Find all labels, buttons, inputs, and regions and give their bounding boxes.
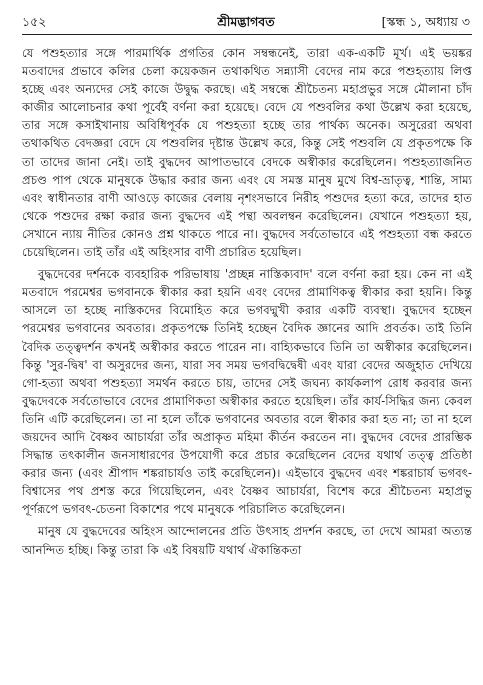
page-body [22, 44, 472, 559]
page-header [22, 12, 470, 34]
paragraph: যে পশুহত্যার সঙ্গে পারমার্থিক প্রগতির কোন সম্বন্ধনেই, তারা এক-একটি মূর্খ। এই ভয়ঙ্কর মতবাদের প্রভাবে কলির চেলা কয়েকজন তথাকথিত সন্ন্যাসী বেদের নাম করে পশুহত্যায় লিপ্ত হচ্ছে এবং অন্যদের সেই কাজে উদ্বুদ্ধ করছে। এই সম্বন্ধে শ্রীচৈতন্য মহাপ্রভুর সঙ্গে মৌলানা চাঁদ কাজীর আলোচনার কথা পূর্বেই বর্ণনা করা হয়েছে। বেদে যে পশুবলির কথা উল্লেখ করা হয়েছে, তার সঙ্গে কসাইখানায় অবিধিপূর্বক যে পশুহত্যা হচ্ছে তার পার্থক্য অনেক। অসুরেরা অথবা তথাকথিত বেদজ্ঞরা বেদে যে পশুবলির দৃষ্টান্ত উল্লেখ করে, কিন্তু সেই পশুবলি যে প্রকৃতপক্ষে কি তা তাদের জানা নেই। তাই বুদ্ধদেব আপাতভাবে বেদকে অস্বীকার করেছিলেন। পশুহত্যাজনিত প্রচণ্ড পাপ থেকে মানুষকে উদ্ধার করার জন্য এবং যে সমস্ত মানুষ মুখে বিশ্ব-ভ্রাতৃত্ব, শান্তি, সাম্য এবং স্বাধীনতার বাণী আওড়ে কাজের বেলায় নৃশংসভাবে নিরীহ পশুদের হত্যা করে, তাদের হাত থেকে পশুদের রক্ষা করার জন্য বুদ্ধদেব এই পন্থা অবলম্বন করেছিলেন। যেখানে পশুহত্যা হয়, সেখানে ন্যায় নীতির কোনও প্রশ্ন থাকতে পারে না। বুদ্ধদেব সর্বতোভাবে এই পশুহত্যা বন্ধ করতে চেয়েছিলেন। তাই তাঁর এই অহিংসার বাণী প্রচারিত হয়েছিল। [22, 46, 472, 260]
page-number: ১৫২ [22, 14, 47, 29]
paragraph: বুদ্ধদেবের দর্শনকে ব্যবহারিক পরিভাষায় 'প্রচ্ছন্ন নাস্তিক্যবাদ' বলে বর্ণনা করা হয়। কেন না এই মতবাদে পরমেশ্বর ভগবানকে স্বীকার করা হয়নি এবং বেদের প্রামাণিকত্ব স্বীকার করা হয়নি। কিন্তু আসলে তা হচ্ছে নাস্তিকদের বিমোহিত করে ভগবদ্মুখী করার একটি ব্যবস্থা। বুদ্ধদেব হচ্ছেন পরমেশ্বর ভগবানের অবতার। প্রকৃতপক্ষে তিনিই হচ্ছেন বৈদিক জ্ঞানের আদি প্রবর্তক। তাই তিনি বৈদিক তত্ত্বদর্শন কখনই অস্বীকার করতে পারেন না। বাহ্যিকভাবে তিনি তা অস্বীকার করেছিলেন। কিন্তু 'সুর-দ্বিষ' বা অসুরদের জন্য, যারা সব সময় ভগবদ্বিদ্বেষী এবং যারা বেদের অজুহাত দেখিয়ে গো-হত্যা অথবা পশুহত্যা সমর্থন করতে চায়, তাদের সেই জঘন্য কার্যকলাপ রোধ করবার জন্য বুদ্ধদেবকে সর্বতোভাবে বেদের প্রামাণিকতা অস্বীকার করতে হয়েছিল। তাঁর কার্য-সিদ্ধির জন্য কেবল তিনি এটি করেছিলেন। তা না হলে তাঁকে ভগবানের অবতার বলে স্বীকার করা হত না; তা না হলে জয়দেব আদি বৈষ্ণব আচার্যরা তাঁর অপ্রাকৃত মহিমা কীর্তন করতেন না। বুদ্ধদেব বেদের প্রারম্ভিক সিদ্ধান্ত তৎকালীন জনসাধারণের উপযোগী করে প্রচার করেছিলেন বেদের যথার্থ তত্ত্ব প্রতিষ্ঠা করার জন্য (এবং শ্রীপাদ শঙ্করাচার্যও তাই করেছিলেন)। এইভাবে বুদ্ধদেব এবং শঙ্করাচার্য ভগবৎ-বিশ্বাসের পথ প্রশস্ত করে গিয়েছিলেন, এবং বৈষ্ণব আচার্যরা, বিশেষ করে শ্রীচৈতন্য মহাপ্রভু পূর্ণরূপে ভগবৎ-চেতনা বিকাশের পথে মানুষকে পরিচালিত করেছিলেন। [22, 267, 472, 517]
chapter-section-label: [স্কন্ধ ১, অধ্যায় ৩ [381, 14, 470, 29]
paragraph: মানুষ যে বুদ্ধদেবের অহিংস আন্দোলনের প্রতি উৎসাহ প্রদর্শন করছে, তা দেখে আমরা অত্যন্ত আনন্দিত হচ্ছি। কিন্তু তারা কি এই বিষয়টি যথার্থ ঐকান্তিকতা [22, 524, 472, 557]
header-divider [22, 34, 472, 35]
book-title: শ্রীমদ্ভাগবত [217, 14, 275, 29]
